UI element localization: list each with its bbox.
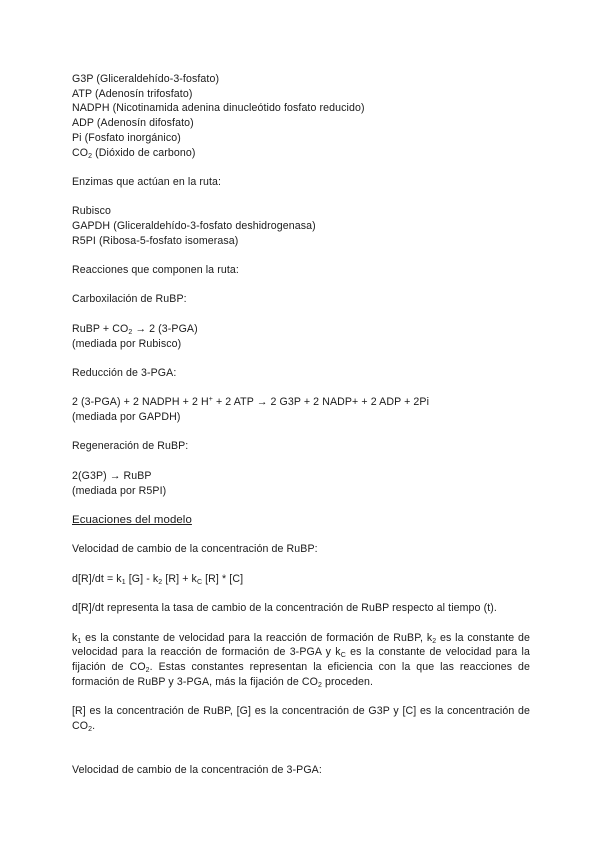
compound-adp: ADP (Adenosín difosfato)	[72, 117, 194, 130]
enzyme-rubisco: Rubisco	[72, 205, 111, 218]
compound-nadph: NADPH (Nicotinamida adenina dinucleótido fosfato reducido)	[72, 102, 365, 115]
enzyme-r5pi: R5PI (Ribosa-5-fosfato isomerasa)	[72, 234, 239, 247]
carboxylation-equation: RuBP + $CO_2 \to 2$ (3-PGA)	[72, 322, 198, 336]
model-equations-heading: Ecuaciones del modelo	[72, 513, 192, 526]
constants-paragraph: $k_1$ es la constante de velocidad para la reacción de formación de RuBP, $k_2$ es la constante de velocidad para la reacción de formación de 3-PGA y $k_C$ es la constante de velocidad para la fijación de $CO_2$. Estas constantes representan la eficiencia con la que las reacciones de formación de RuBP y 3-PGA, más la fijación de $CO_2$ proceden.	[72, 631, 531, 689]
compound-pi: Pi (Fosfato inorgánico)	[72, 131, 181, 144]
carboxylation-title: Carboxilación de RuBP:	[72, 293, 187, 306]
rubp-rate-equation: $d[R]/dt = k_1$ $[G] - k_2$ $[R] + k_C$ [R] * [C]	[72, 572, 244, 586]
reactions-title: Reacciones que componen la ruta:	[72, 264, 239, 277]
rubp-rate-title: Velocidad de cambio de la concentración de RuBP:	[72, 543, 318, 556]
reduction-equation: 2 (3-PGA) + 2 NADPH + 2 H+ + 2 ATP → 2 G3P + 2 NADP+ + 2 ADP + 2Pi	[72, 396, 430, 409]
carboxylation-note: (mediada por Rubisco)	[72, 337, 182, 350]
compound-co2: $CO_2$ (Dióxido de carbono)	[72, 146, 196, 160]
reduction-title: Reducción de 3-PGA:	[72, 366, 177, 379]
regeneration-note: (mediada por R5PI)	[72, 484, 167, 497]
compound-g3p: G3P (Gliceraldehído-3-fosfato)	[72, 73, 220, 85]
pga-rate-title: Velocidad de cambio de la concentración de 3-PGA:	[72, 763, 322, 776]
reduction-note: (mediada por GAPDH)	[72, 411, 181, 424]
document-page	[72, 72, 530, 777]
regeneration-title: Regeneración de RuBP:	[72, 440, 189, 453]
enzyme-gapdh: GAPDH (Gliceraldehído-3-fosfato deshidrogenasa)	[72, 220, 316, 232]
variables-paragraph: [R] es la concentración de RuBP, [G] es la concentración de G3P y [C] es la concentración de $CO_2$.	[72, 705, 530, 733]
regeneration-equation: 2(G3P) → RuBP	[72, 469, 152, 482]
rubp-rate-description: d[R]/dt representa la tasa de cambio de la concentración de RuBP respecto al tiempo (t).	[72, 602, 497, 615]
compound-atp: ATP (Adenosín trifosfato)	[72, 87, 193, 100]
enzymes-title: Enzimas que actúan en la ruta:	[72, 175, 222, 188]
